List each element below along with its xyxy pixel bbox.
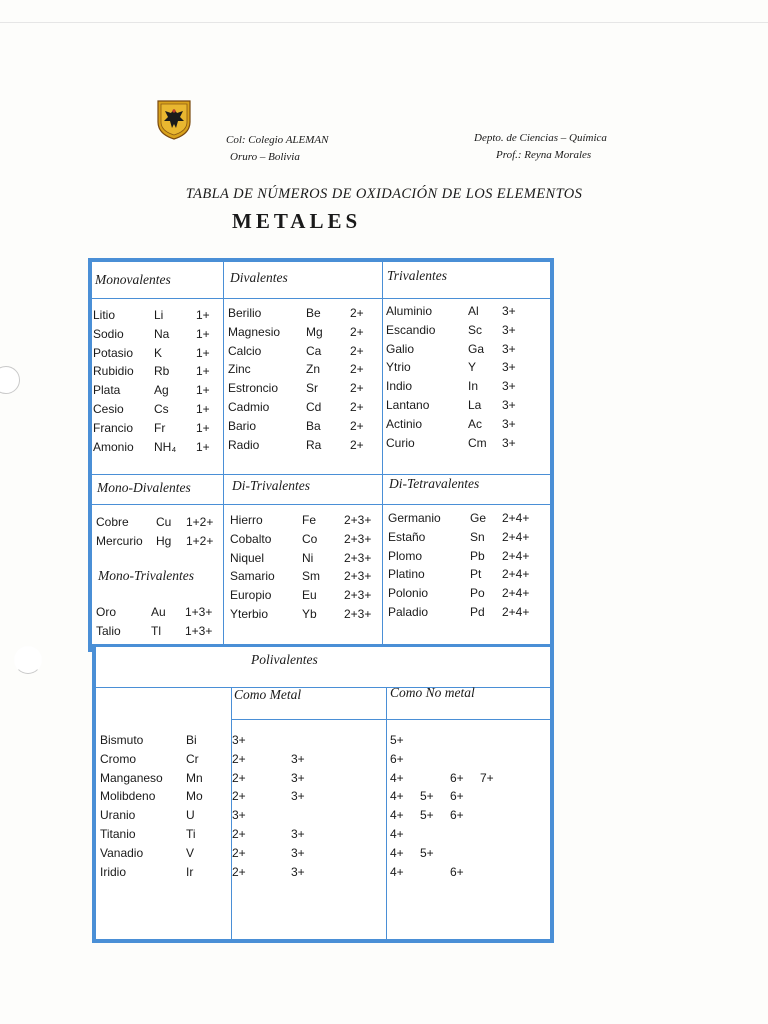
element-name: Europio	[230, 588, 272, 603]
oxidation-state: 2+	[350, 418, 364, 433]
oxidation-state-metal: 3+	[291, 845, 305, 860]
oxidation-state: 3+	[502, 322, 516, 337]
element-symbol: Cr	[186, 751, 199, 766]
element-name: Amonio	[93, 439, 134, 454]
oxidation-state-nometal: 4+	[390, 826, 404, 841]
oxidation-state: 2+4+	[502, 529, 530, 544]
oxidation-state: 2+4+	[502, 586, 530, 601]
element-symbol: Al	[468, 304, 479, 318]
oxidation-state: 2+3+	[344, 550, 372, 565]
oxidation-state: 1+	[196, 345, 210, 360]
oxidation-state: 3+	[502, 435, 516, 450]
element-symbol: La	[468, 397, 482, 412]
page-title: TABLA DE NÚMEROS DE OXIDACIÓN DE LOS ELEMENTOS	[185, 186, 583, 202]
element-symbol: Sn	[470, 529, 485, 544]
element-name: Samario	[230, 569, 275, 584]
department: Depto. de Ciencias – Química	[474, 132, 607, 144]
element-name: Potasio	[93, 345, 134, 360]
element-name: Hierro	[230, 513, 263, 527]
element-symbol: Sm	[302, 569, 320, 584]
element-name: Ytrio	[386, 360, 411, 375]
element-symbol: Cm	[468, 435, 487, 450]
oxidation-state-nometal: 4+	[390, 770, 404, 785]
element-symbol: K	[154, 345, 163, 360]
element-symbol: Pt	[470, 567, 482, 582]
element-symbol: Li	[154, 308, 164, 322]
element-symbol: Co	[302, 531, 318, 546]
oxidation-state: 3+	[502, 397, 516, 412]
polivalentes-table	[92, 644, 554, 943]
oxidation-state-metal: 3+	[291, 864, 305, 879]
page-subtitle: METALES	[232, 209, 362, 233]
element-symbol: Yb	[302, 606, 317, 621]
oxidation-state: 2+	[350, 343, 364, 358]
element-symbol: U	[186, 808, 195, 823]
oxidation-state: 1+	[196, 308, 210, 322]
element-symbol: Ag	[154, 383, 169, 398]
element-name: Sodio	[93, 326, 124, 341]
oxidation-state: 2+	[350, 399, 364, 414]
element-name: Galio	[386, 341, 415, 356]
oxidation-state: 2+3+	[344, 569, 372, 584]
element-symbol: Ba	[306, 418, 321, 433]
element-symbol: Zn	[306, 362, 321, 377]
oxidation-state: 2+	[350, 362, 364, 377]
section-title-di-tetravalentes: Di-Tetravalentes	[389, 476, 480, 491]
oxidation-state: 2+4+	[502, 567, 530, 582]
oxidation-state: 2+4+	[502, 548, 530, 563]
element-symbol: Mn	[186, 770, 203, 785]
oxidation-state: 2+	[350, 324, 364, 339]
element-symbol: Ge	[470, 511, 487, 525]
element-name: Uranio	[100, 808, 136, 823]
column-header-como-no-metal: Como No metal	[390, 685, 475, 700]
element-symbol: Cu	[156, 515, 172, 529]
element-symbol: Cs	[154, 401, 169, 416]
oxidation-state-nometal: 4+	[390, 845, 404, 860]
element-name: Manganeso	[100, 770, 163, 785]
element-name: Escandio	[386, 322, 436, 337]
oxidation-state-nometal: 4+	[390, 789, 404, 804]
oxidation-state: 2+3+	[344, 606, 372, 621]
oxidation-state: 2+3+	[344, 588, 372, 603]
element-name: Cobalto	[230, 531, 272, 546]
element-symbol: Y	[468, 360, 477, 375]
element-symbol: In	[468, 379, 479, 394]
element-name: Plomo	[388, 548, 423, 563]
oxidation-state: 2+	[350, 306, 364, 320]
oxidation-state: 1+	[196, 326, 210, 341]
oxidation-state-metal: 2+	[232, 845, 246, 860]
element-name: Litio	[93, 308, 116, 322]
element-symbol: Pd	[470, 604, 485, 619]
oxidation-state-nometal: 4+	[390, 864, 404, 879]
element-name: Curio	[386, 435, 415, 450]
element-name: Paladio	[388, 604, 429, 619]
oxidation-state-nometal: 6+	[450, 864, 464, 879]
element-name: Indio	[386, 379, 413, 394]
oxidation-state-metal: 3+	[232, 733, 246, 747]
oxidation-state-metal: 2+	[232, 770, 246, 785]
element-name: Estroncio	[228, 381, 279, 396]
element-symbol: Eu	[302, 588, 317, 603]
element-name: Plata	[93, 383, 121, 398]
element-name: Talio	[96, 623, 121, 638]
element-symbol: Sc	[468, 322, 483, 337]
oxidation-state-nometal: 6+	[390, 751, 404, 766]
oxidation-state: 2+	[350, 381, 364, 396]
school-crest-icon	[157, 100, 191, 140]
element-name: Rubidio	[93, 364, 134, 379]
oxidation-state: 2+4+	[502, 511, 530, 525]
binder-hole	[0, 366, 20, 394]
element-symbol: V	[186, 845, 195, 860]
oxidation-state-nometal: 6+	[450, 789, 464, 804]
element-name: Lantano	[386, 397, 430, 412]
element-name: Oro	[96, 605, 117, 619]
element-name: Cesio	[93, 401, 124, 416]
section-title-trivalentes: Trivalentes	[387, 268, 447, 283]
element-symbol: NH₄	[154, 439, 177, 454]
element-symbol: Ga	[468, 341, 485, 356]
oxidation-state-nometal: 4+	[390, 808, 404, 823]
element-name: Cobre	[96, 515, 129, 529]
oxidation-state: 2+3+	[344, 513, 372, 527]
element-name: Actinio	[386, 416, 423, 431]
element-name: Bismuto	[100, 733, 144, 747]
element-symbol: Na	[154, 326, 170, 341]
oxidation-state: 3+	[502, 304, 516, 318]
column-header-como-metal: Como Metal	[234, 687, 302, 702]
oxidation-state-metal: 3+	[291, 826, 305, 841]
element-name: Calcio	[228, 343, 262, 358]
element-name: Zinc	[228, 362, 251, 377]
element-symbol: Ir	[186, 864, 194, 879]
scan-edge-line	[0, 22, 768, 23]
section-title-polivalentes: Polivalentes	[251, 652, 318, 667]
oxidation-state: 2+3+	[344, 531, 372, 546]
element-symbol: Hg	[156, 533, 172, 548]
element-name: Cadmio	[228, 399, 270, 414]
oxidation-state: 3+	[502, 360, 516, 375]
oxidation-state-nometal: 7+	[480, 770, 494, 785]
oxidation-state-metal: 2+	[232, 864, 246, 879]
element-symbol: Po	[470, 586, 485, 601]
professor: Prof.: Reyna Morales	[496, 149, 592, 161]
element-symbol: Pb	[470, 548, 485, 563]
oxidation-state: 1+2+	[186, 533, 214, 548]
oxidation-state-nometal: 5+	[420, 845, 434, 860]
oxidation-state: 3+	[502, 341, 516, 356]
oxidation-state-metal: 3+	[232, 808, 246, 823]
oxidation-state: 1+	[196, 401, 210, 416]
element-symbol: Mg	[306, 324, 323, 339]
oxidation-state-metal: 3+	[291, 751, 305, 766]
oxidation-state: 1+	[196, 439, 210, 454]
oxidation-state: 3+	[502, 416, 516, 431]
element-name: Niquel	[230, 550, 265, 565]
school-name: Col: Colegio ALEMAN	[226, 134, 329, 146]
element-symbol: Sr	[306, 381, 318, 396]
oxidation-state-nometal: 5+	[390, 733, 404, 747]
school-city: Oruro – Bolivia	[230, 151, 300, 163]
oxidation-state: 1+2+	[186, 515, 214, 529]
element-name: Berilio	[228, 306, 262, 320]
element-symbol: Bi	[186, 733, 197, 747]
element-symbol: Cd	[306, 399, 322, 414]
element-name: Iridio	[100, 864, 127, 879]
element-name: Radio	[228, 437, 260, 452]
element-symbol: Fe	[302, 513, 317, 527]
oxidation-state-nometal: 5+	[420, 808, 434, 823]
section-title-divalentes: Divalentes	[230, 270, 288, 285]
oxidation-state-nometal: 6+	[450, 808, 464, 823]
oxidation-state-metal: 2+	[232, 789, 246, 804]
element-symbol: Tl	[151, 623, 161, 638]
oxidation-state: 1+3+	[185, 605, 213, 619]
oxidation-state: 3+	[502, 379, 516, 394]
element-symbol: Ti	[186, 826, 196, 841]
binder-hole	[14, 646, 42, 674]
section-title-monovalentes: Monovalentes	[95, 272, 171, 287]
element-symbol: Fr	[154, 420, 166, 435]
oxidation-state: 2+4+	[502, 604, 530, 619]
element-symbol: Rb	[154, 364, 170, 379]
element-name: Titanio	[100, 826, 136, 841]
section-title-mono-divalentes: Mono-Divalentes	[97, 480, 191, 495]
element-name: Yterbio	[230, 606, 269, 621]
element-name: Molibdeno	[100, 789, 156, 804]
element-name: Polonio	[388, 586, 429, 601]
element-name: Vanadio	[100, 845, 144, 860]
element-name: Magnesio	[228, 324, 281, 339]
element-name: Germanio	[388, 511, 441, 525]
oxidation-state: 1+3+	[185, 623, 213, 638]
element-symbol: Ca	[306, 343, 322, 358]
element-symbol: Au	[151, 605, 166, 619]
oxidation-state: 1+	[196, 420, 210, 435]
section-title-mono-trivalentes: Mono-Trivalentes	[98, 568, 194, 583]
oxidation-state: 2+	[350, 437, 364, 452]
oxidation-state-metal: 3+	[291, 789, 305, 804]
oxidation-state: 1+	[196, 383, 210, 398]
element-symbol: Mo	[186, 789, 203, 804]
element-name: Aluminio	[386, 304, 433, 318]
element-name: Mercurio	[96, 533, 143, 548]
oxidation-state: 1+	[196, 364, 210, 379]
element-name: Francio	[93, 420, 134, 435]
element-name: Estaño	[388, 529, 426, 544]
element-symbol: Ac	[468, 416, 483, 431]
oxidation-state-nometal: 5+	[420, 789, 434, 804]
oxidation-state-nometal: 6+	[450, 770, 464, 785]
oxidation-state-metal: 2+	[232, 826, 246, 841]
element-symbol: Be	[306, 306, 321, 320]
element-symbol: Ra	[306, 437, 322, 452]
oxidation-state-metal: 2+	[232, 751, 246, 766]
element-name: Bario	[228, 418, 257, 433]
element-name: Cromo	[100, 751, 137, 766]
element-name: Platino	[388, 567, 425, 582]
oxidation-state-metal: 3+	[291, 770, 305, 785]
element-symbol: Ni	[302, 550, 314, 565]
section-title-di-trivalentes: Di-Trivalentes	[232, 478, 310, 493]
